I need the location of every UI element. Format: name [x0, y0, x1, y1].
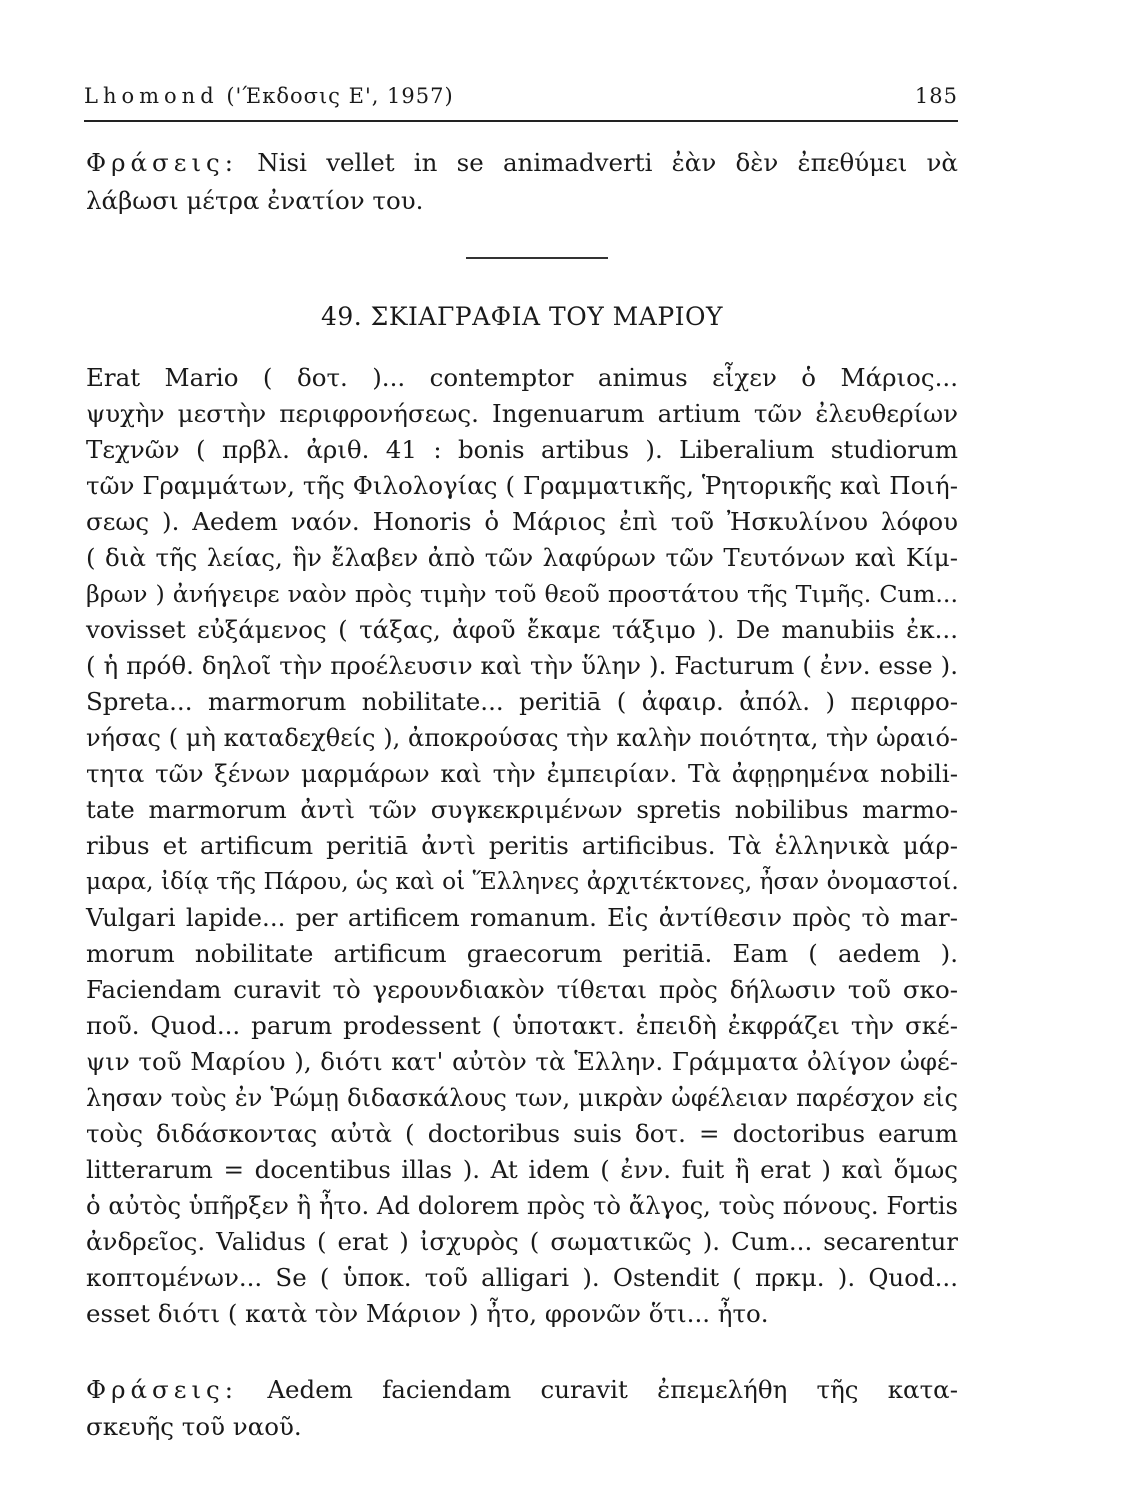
running-head-author: Lhomond: [84, 84, 219, 108]
body-line: ὁ αὐτὸς ὑπῆρξεν ἢ ἦτο. Ad dolorem πρὸς τὸ ἄλγος, τοὺς πόνους. Fortis: [86, 1191, 958, 1220]
body-line: ψιν τοῦ Μαρίου ), διότι κατ' αὐτὸν τὰ Ἑλλην. Γράμματα ὀλίγον ὠφέ-: [86, 1047, 958, 1076]
phraseis-1-text: Nisi vellet in se animadverti ἐὰν δὲν ἐπεθύμει νὰ: [257, 148, 958, 177]
body-line: Τεχνῶν ( πρβλ. ἀριθ. 41 : bonis artibus ). Liberalium studiorum: [86, 435, 958, 464]
body-line: morum nobilitate artificum graecorum peritiā. Eam ( aedem ).: [86, 939, 958, 968]
body-line: ribus et artificum peritiā ἀντὶ peritis artificibus. Τὰ ἑλληνικὰ μάρ-: [86, 831, 958, 860]
body-line: λησαν τοὺς ἐν Ῥώμῃ διδασκάλους των, μικρὰν ὠφέλειαν παρέσχον εἰς: [86, 1084, 958, 1112]
body-line: Erat Mario ( δοτ. )... contemptor animus εἶχεν ὁ Μάριος...: [86, 363, 958, 392]
phraseis-1-line: [86, 148, 958, 178]
header-rule: [84, 120, 958, 122]
phraseis-2-label: Φράσεις:: [86, 1375, 239, 1404]
running-head-edition: ('Έκδοσις Ε', 1957): [226, 84, 454, 108]
running-head-title: [84, 84, 454, 108]
phraseis-2-line: σκευῆς τοῦ ναοῦ.: [86, 1412, 302, 1441]
running-head: [84, 84, 958, 112]
phraseis-2-line: [86, 1375, 958, 1405]
body-line: litterarum = docentibus illas ). At idem ( ἐνν. fuit ἢ erat ) καὶ ὅμως: [86, 1155, 958, 1184]
body-line: κοπτομένων... Se ( ὑποκ. τοῦ alligari ). Ostendit ( πρκμ. ). Quod...: [86, 1263, 958, 1292]
section-divider: [466, 257, 608, 259]
body-line: esset διότι ( κατὰ τὸν Μάριον ) ἦτο, φρονῶν ὅτι... ἦτο.: [86, 1299, 769, 1328]
body-line: ( ἡ πρόθ. δηλοῖ τὴν προέλευσιν καὶ τὴν ὕλην ). Facturum ( ἐνν. esse ).: [86, 651, 958, 680]
body-line: τητα τῶν ξένων μαρμάρων καὶ τὴν ἐμπειρίαν. Τὰ ἀφῃρημένα nobili-: [86, 759, 958, 788]
body-line: ψυχὴν μεστὴν περιφρονήσεως. Ingenuarum artium τῶν ἐλευθερίων: [86, 399, 958, 428]
body-line: ( διὰ τῆς λείας, ἣν ἔλαβεν ἀπὸ τῶν λαφύρων τῶν Τευτόνων καὶ Κίμ-: [86, 543, 958, 572]
body-line: tate marmorum ἀντὶ τῶν συγκεκριμένων spretis nobilibus marmo-: [86, 795, 958, 824]
body-line: Faciendam curavit τὸ γερουνδιακὸν τίθεται πρὸς δήλωσιν τοῦ σκο-: [86, 975, 958, 1004]
section-heading: 49. ΣΚΙΑΓΡΑΦΙΑ ΤΟΥ ΜΑΡΙΟΥ: [320, 302, 724, 331]
body-line: τοὺς διδάσκοντας αὐτὰ ( doctoribus suis δοτ. = doctoribus earum: [86, 1119, 958, 1148]
body-line: Spreta... marmorum nobilitate... peritiā ( ἀφαιρ. ἀπόλ. ) περιφρο-: [86, 687, 958, 716]
phraseis-1-label: Φράσεις:: [86, 148, 239, 177]
page-number: 185: [914, 84, 958, 108]
body-line: νήσας ( μὴ καταδεχθείς ), ἀποκρούσας τὴν καλὴν ποιότητα, τὴν ὡραιό-: [86, 724, 958, 752]
body-line: vovisset εὐξάμενος ( τάξας, ἀφοῦ ἔκαμε τάξιμο ). De manubiis ἐκ...: [86, 615, 958, 644]
body-line: ἀνδρεῖος. Validus ( erat ) ἰσχυρὸς ( σωματικῶς ). Cum... secarentur: [86, 1227, 958, 1256]
body-line: βρων ) ἀνήγειρε ναὸν πρὸς τιμὴν τοῦ θεοῦ προστάτου τῆς Τιμῆς. Cum...: [86, 580, 958, 608]
body-line: μαρα, ἰδίᾳ τῆς Πάρου, ὡς καὶ οἱ Ἕλληνες ἀρχιτέκτονες, ἦσαν ὀνομαστοί.: [86, 868, 959, 895]
body-line: τῶν Γραμμάτων, τῆς Φιλολογίας ( Γραμματικῆς, Ῥητορικῆς καὶ Ποιή-: [86, 471, 958, 500]
body-line: σεως ). Aedem ναόν. Honoris ὁ Μάριος ἐπὶ τοῦ Ἠσκυλίνου λόφου: [86, 507, 958, 536]
phraseis-1-line: λάβωσι μέτρα ἐνατίον του.: [86, 186, 424, 215]
phraseis-2-text: Aedem faciendam curavit ἐπεμελήθη τῆς κατα-: [267, 1375, 958, 1404]
body-line: ποῦ. Quod... parum prodessent ( ὑποτακτ. ἐπειδὴ ἐκφράζει τὴν σκέ-: [86, 1011, 958, 1040]
body-line: Vulgari lapide... per artificem romanum. Εἰς ἀντίθεσιν πρὸς τὸ mar-: [86, 903, 958, 932]
